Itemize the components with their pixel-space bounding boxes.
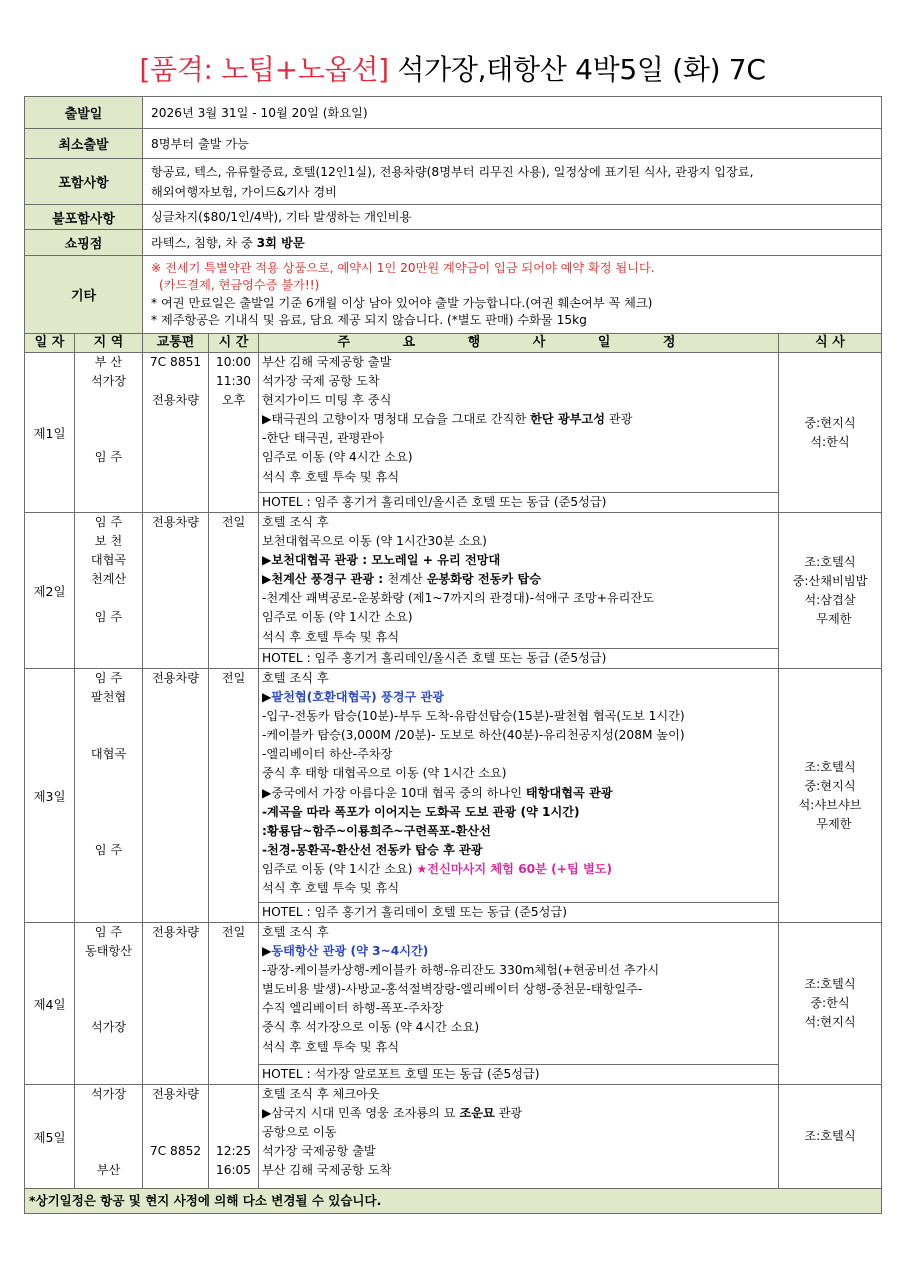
region-line bbox=[75, 410, 142, 429]
transport-line bbox=[143, 1123, 208, 1142]
schedule-line: 부산 김해 국제공항 출발 bbox=[262, 355, 392, 369]
schedule-text: ▶천계산 풍경구 관광 : bbox=[262, 572, 388, 587]
schedule-line bbox=[262, 688, 778, 707]
info-label: 불포함사항 bbox=[25, 205, 143, 230]
transport-line: 전용차량 bbox=[151, 1087, 200, 1101]
region-line bbox=[75, 784, 142, 803]
schedule-text: ▶ bbox=[262, 690, 272, 705]
region-line bbox=[75, 487, 142, 506]
itinerary-table bbox=[24, 96, 882, 1214]
schedule-text: 관광 bbox=[604, 412, 633, 427]
info-line: 해외여행자보험, 가이드&기사 경비 bbox=[151, 184, 337, 199]
info-label: 쇼핑점 bbox=[25, 230, 143, 256]
time bbox=[209, 353, 259, 513]
schedule-line: 호텔 조식 후 bbox=[262, 671, 329, 685]
meal-cell bbox=[779, 513, 882, 669]
day-row bbox=[25, 669, 882, 923]
transport-line: 7C 8852 bbox=[149, 1144, 202, 1159]
region bbox=[75, 923, 143, 1085]
region-line: 대협곡 bbox=[90, 747, 127, 762]
day-header: 일 자 bbox=[25, 334, 75, 353]
meal-line: 조:호텔식 bbox=[804, 1129, 856, 1143]
schedule-line: 석가장 국제공항 출발 bbox=[262, 1144, 376, 1159]
info-row bbox=[25, 129, 882, 159]
schedule-cell bbox=[259, 1085, 779, 1189]
info-text: 싱글차지($80/1인/4박), 기타 발생하는 개인비용 bbox=[151, 210, 412, 224]
region-line: 팔천협 bbox=[90, 690, 127, 705]
transport-header: 교통편 bbox=[143, 334, 209, 353]
meal-line: 중:산채비빔밥 bbox=[792, 573, 868, 588]
schedule-line: 석식 후 호텔 투숙 및 휴식 bbox=[262, 629, 400, 644]
info-value bbox=[143, 256, 882, 334]
region-line bbox=[75, 707, 142, 726]
region-line bbox=[75, 1123, 142, 1142]
region-line: 부 산 bbox=[94, 355, 123, 369]
schedule-line bbox=[262, 942, 778, 961]
region-line bbox=[75, 1142, 142, 1161]
schedule-text: 관광 bbox=[494, 1106, 523, 1121]
schedule-line: -입구-전동카 탑승(10분)-부두 도착-유람선탑승(15분)-팔천협 협곡(도보 1시간) bbox=[262, 709, 685, 724]
time-line: 11:30 bbox=[215, 374, 252, 389]
schedule-line: -천계산 괘벽공로-운봉화랑 (제1~7까지의 관경대)-석애구 조망+유리잔도 bbox=[262, 591, 655, 606]
info-text: 2026년 3월 31일 - 10월 20일 (화요일) bbox=[151, 105, 368, 120]
region-line bbox=[75, 764, 142, 783]
meal-line: 조:호텔식 bbox=[804, 554, 856, 569]
time-line: 전일 bbox=[221, 515, 246, 529]
region-line bbox=[75, 961, 142, 980]
region-line bbox=[75, 429, 142, 448]
schedule-line: 현지가이드 미팅 후 중식 bbox=[262, 393, 392, 408]
transport-line: 전용차량 bbox=[151, 671, 200, 685]
info-line: * 제주항공은 기내식 및 음료, 담요 제공 되지 않습니다. (*별도 판매) 수화물 15kg bbox=[151, 313, 587, 327]
info-line: 항공료, 텍스, 유류할증료, 호텔(12인1실), 전용차량(8명부터 리무진 사용), 일정상에 표기된 식사, 관광지 입장료, bbox=[151, 164, 754, 179]
hotel-info: HOTEL : 임주 홍기거 홀리데인/올시즌 호텔 또는 동급 (준5성급) bbox=[259, 492, 778, 512]
schedule-text: ▶삼국지 시대 민족 영웅 조자룡의 묘 bbox=[262, 1106, 460, 1121]
region-line bbox=[75, 1038, 142, 1057]
schedule-line: 호텔 조식 후 bbox=[262, 515, 329, 529]
meal-cell bbox=[779, 1085, 882, 1189]
schedule-text: 운봉화랑 전동카 탑승 bbox=[426, 572, 542, 587]
time-header: 시 간 bbox=[209, 334, 259, 353]
info-value bbox=[143, 159, 882, 205]
title-highlight: [품격: 노팁+노옵션] bbox=[139, 53, 389, 86]
meal-cell bbox=[779, 353, 882, 513]
region bbox=[75, 353, 143, 513]
schedule-line: -천경-몽환곡-환산선 전동카 탑승 후 관광 bbox=[262, 842, 483, 857]
schedule-lines bbox=[259, 513, 778, 647]
schedule-lines bbox=[259, 1085, 778, 1180]
meal-line: 석:샤브샤브 bbox=[798, 797, 862, 812]
region-line: 석가장 bbox=[90, 374, 127, 389]
info-value bbox=[143, 129, 882, 159]
schedule-line: 석가장 국제 공항 도착 bbox=[262, 374, 380, 389]
schedule-line bbox=[262, 410, 778, 429]
time bbox=[209, 923, 259, 1085]
region-line bbox=[75, 980, 142, 999]
info-text: 라텍스, 침향, 차 중 bbox=[151, 235, 257, 250]
schedule-line: ▶보천대협곡 관광 : 모노레일 + 유리 전망대 bbox=[262, 553, 501, 568]
meal-line: 석:한식 bbox=[810, 434, 850, 449]
schedule-line bbox=[262, 570, 778, 589]
region-line: 동태항산 bbox=[84, 944, 133, 959]
region-line bbox=[75, 647, 142, 666]
hotel-info: HOTEL : 임주 홍기거 홀리데인/올시즌 호텔 또는 동급 (준5성급) bbox=[259, 648, 778, 668]
schedule-text: 한단 광부고성 bbox=[530, 412, 605, 427]
meal-line: 석:현지식 bbox=[804, 1015, 856, 1029]
time bbox=[209, 669, 259, 923]
time-line: 16:05 bbox=[215, 1163, 252, 1178]
schedule-line: -케이블카 탑승(3,000M /20분)- 도보로 하산(40분)-유리천공지성(208M 높이) bbox=[262, 728, 685, 743]
region-line bbox=[75, 726, 142, 745]
region-line: 대협곡 bbox=[90, 553, 127, 568]
schedule-text: 팔천협(호환대협곡) 풍경구 관광 bbox=[271, 690, 445, 705]
time-line: 오후 bbox=[221, 393, 246, 408]
schedule-text: ★전신마사지 체험 60분 (+팁 별도) bbox=[416, 861, 613, 876]
schedule-lines bbox=[259, 923, 778, 1057]
transport bbox=[143, 513, 209, 669]
schedule-line: 수직 엘리베이터 하행-폭포-주차장 bbox=[262, 1001, 444, 1016]
region-line bbox=[75, 822, 142, 841]
schedule-lines bbox=[259, 669, 778, 898]
meal-cell bbox=[779, 669, 882, 923]
schedule-line: -엘리베이터 하산-주차장 bbox=[262, 747, 393, 762]
time-line: 12:25 bbox=[215, 1144, 252, 1159]
day-row bbox=[25, 1085, 882, 1189]
transport-line: 전용차량 bbox=[151, 925, 200, 939]
schedule-cell bbox=[259, 923, 779, 1085]
footer-note: *상기일정은 항공 및 현지 사정에 의해 다소 변경될 수 있습니다. bbox=[25, 1189, 882, 1214]
transport-line bbox=[143, 1104, 208, 1123]
schedule-lines bbox=[259, 353, 778, 487]
region bbox=[75, 513, 143, 669]
schedule-text: ▶ bbox=[262, 944, 272, 959]
schedule-line: 공항으로 이동 bbox=[262, 1125, 337, 1140]
transport bbox=[143, 1085, 209, 1189]
schedule-text: 임주로 이동 (약 1시간 소요) bbox=[262, 861, 417, 876]
info-value bbox=[143, 230, 882, 256]
meal-line: 조:호텔식 bbox=[804, 759, 856, 774]
region-line bbox=[75, 468, 142, 487]
day-row bbox=[25, 923, 882, 1085]
time-line bbox=[209, 1085, 258, 1104]
region-line: 석가장 bbox=[90, 1087, 127, 1101]
meal-line: 무제한 bbox=[808, 611, 852, 626]
region-line bbox=[75, 860, 142, 879]
info-text-bold: 3회 방문 bbox=[256, 235, 305, 250]
hotel-info: HOTEL : 석가장 알로포트 호텔 또는 동급 (준5성급) bbox=[259, 1064, 778, 1084]
info-text: 8명부터 출발 가능 bbox=[151, 136, 249, 151]
meal-cell bbox=[779, 923, 882, 1085]
schedule-text: ▶중국에서 가장 아름다운 10대 협곡 중의 하나인 bbox=[262, 785, 526, 800]
region-line bbox=[75, 628, 142, 647]
time-line: 전일 bbox=[221, 671, 246, 685]
schedule-line: :황룡담~함주~이룡희주~구련폭포-환산선 bbox=[262, 823, 491, 838]
time-line: 10:00 bbox=[215, 355, 252, 369]
schedule-line: 석식 후 호텔 투숙 및 휴식 bbox=[262, 1039, 400, 1054]
info-row bbox=[25, 256, 882, 334]
region-line: 보 천 bbox=[94, 534, 123, 549]
time-line bbox=[209, 1104, 258, 1123]
schedule-line: 석식 후 호텔 투숙 및 휴식 bbox=[262, 469, 400, 484]
info-value bbox=[143, 205, 882, 230]
info-label: 기타 bbox=[25, 256, 143, 334]
meal-line: 중:현지식 bbox=[804, 415, 856, 430]
region-line: 석가장 bbox=[90, 1020, 127, 1035]
time-line bbox=[209, 1123, 258, 1142]
schedule-line: 임주로 이동 (약 4시간 소요) bbox=[262, 450, 413, 465]
schedule-line: 중식 후 석가장으로 이동 (약 4시간 소요) bbox=[262, 1020, 480, 1035]
schedule-line bbox=[262, 784, 778, 803]
region-line: 임 주 bbox=[94, 671, 123, 685]
transport bbox=[143, 669, 209, 923]
title-main: 석가장,태항산 4박5일 (화) 7C bbox=[388, 53, 766, 86]
region-line bbox=[75, 803, 142, 822]
schedule-cell bbox=[259, 669, 779, 923]
region-line bbox=[75, 1104, 142, 1123]
info-value bbox=[143, 97, 882, 129]
schedule-line: -광장-케이블카상행-케이블카 하행-유리잔도 330m체험(+현공비선 추가시 bbox=[262, 963, 660, 978]
region-line bbox=[75, 879, 142, 898]
meal-line: 조:호텔식 bbox=[804, 977, 856, 991]
meal-line: 석:삼겹살 bbox=[804, 592, 856, 607]
transport bbox=[143, 353, 209, 513]
region bbox=[75, 669, 143, 923]
itinerary-document bbox=[24, 96, 881, 1214]
transport-line bbox=[143, 372, 208, 391]
day-row bbox=[25, 353, 882, 513]
region-line: 천계산 bbox=[90, 572, 127, 587]
meal-line: 무제한 bbox=[808, 816, 852, 831]
info-label: 출발일 bbox=[25, 97, 143, 129]
hotel-info: HOTEL : 임주 홍기거 홀리데이 호텔 또는 동급 (준5성급) bbox=[259, 902, 778, 922]
region-line: 부산 bbox=[96, 1163, 121, 1178]
schedule-text: ▶태극권의 고향이자 명청대 모습을 그대로 간직한 bbox=[262, 412, 531, 427]
transport-line: 7C 8851 bbox=[149, 355, 202, 369]
transport-line: 전용차량 bbox=[151, 393, 200, 408]
region-line: 임 주 bbox=[94, 515, 123, 529]
info-row bbox=[25, 97, 882, 129]
schedule-line: -한단 태극권, 관평관아 bbox=[262, 431, 384, 446]
info-line: * 여권 만료일은 출발일 기준 6개월 이상 남아 있어야 출발 가능합니다.(여권 훼손여부 꼭 체크) bbox=[151, 295, 653, 310]
day-label: 제1일 bbox=[25, 353, 75, 513]
footer-row bbox=[25, 1189, 882, 1214]
region bbox=[75, 1085, 143, 1189]
region-line bbox=[75, 589, 142, 608]
region-line: 임 주 bbox=[94, 925, 123, 939]
region-line: 임 주 bbox=[94, 842, 123, 857]
schedule-text: 태항대협곡 관광 bbox=[525, 785, 613, 800]
page-title bbox=[0, 50, 905, 90]
schedule-line: 별도비용 발생)-사방교-홍석절벽장랑-엘리베이터 상행-중천문-태항일주- bbox=[262, 982, 643, 997]
schedule-line: 호텔 조식 후 bbox=[262, 925, 329, 939]
transport bbox=[143, 923, 209, 1085]
schedule-line: 부산 김해 국제공항 도착 bbox=[262, 1163, 392, 1178]
time bbox=[209, 1085, 259, 1189]
schedule-line bbox=[262, 860, 778, 879]
schedule-header-cell: 주 요 행 사 일 정 bbox=[259, 334, 779, 353]
schedule-line: -계곡을 따라 폭포가 이어지는 도화곡 도보 관광 (약 1시간) bbox=[262, 804, 580, 819]
schedule-text: 천계산 bbox=[387, 572, 427, 587]
info-line: (카드결제, 현금영수증 불가!!) bbox=[159, 278, 320, 292]
info-label: 최소출발 bbox=[25, 129, 143, 159]
schedule-line: 호텔 조식 후 체크아웃 bbox=[262, 1087, 380, 1101]
schedule-line: 보천대협곡으로 이동 (약 1시간30분 소요) bbox=[262, 534, 487, 549]
time bbox=[209, 513, 259, 669]
region-line: 임 주 bbox=[94, 610, 123, 625]
info-row bbox=[25, 205, 882, 230]
schedule-cell bbox=[259, 353, 779, 513]
info-row bbox=[25, 230, 882, 256]
day-label: 제4일 bbox=[25, 923, 75, 1085]
meal-line: 중:현지식 bbox=[804, 778, 856, 793]
day-label: 제2일 bbox=[25, 513, 75, 669]
day-row bbox=[25, 513, 882, 669]
schedule-line bbox=[262, 1104, 778, 1123]
schedule-text: 조운묘 bbox=[459, 1106, 495, 1121]
schedule-header bbox=[25, 334, 882, 353]
schedule-line: 임주로 이동 (약 1시간 소요) bbox=[262, 610, 413, 625]
meal-line: 중:한식 bbox=[810, 996, 850, 1010]
schedule-line: 중식 후 태항 대협곡으로 이동 (약 1시간 소요) bbox=[262, 766, 507, 781]
region-line: 임 주 bbox=[94, 450, 123, 465]
region-header: 지 역 bbox=[75, 334, 143, 353]
region-line bbox=[75, 999, 142, 1018]
day-label: 제5일 bbox=[25, 1085, 75, 1189]
schedule-text: 동태항산 관광 (약 3~4시간) bbox=[271, 944, 429, 959]
info-label: 포함사항 bbox=[25, 159, 143, 205]
time-line: 전일 bbox=[221, 925, 246, 939]
info-row bbox=[25, 159, 882, 205]
schedule-line: 석식 후 호텔 투숙 및 휴식 bbox=[262, 881, 400, 896]
schedule-cell bbox=[259, 513, 779, 669]
transport-line: 전용차량 bbox=[151, 515, 200, 529]
day-label: 제3일 bbox=[25, 669, 75, 923]
meal-header: 식 사 bbox=[779, 334, 882, 353]
info-line: ※ 전세기 특별약관 적용 상품으로, 예약시 1인 20만원 계약금이 입금 되어야 예약 확정 됩니다. bbox=[151, 260, 655, 275]
region-line bbox=[75, 391, 142, 410]
